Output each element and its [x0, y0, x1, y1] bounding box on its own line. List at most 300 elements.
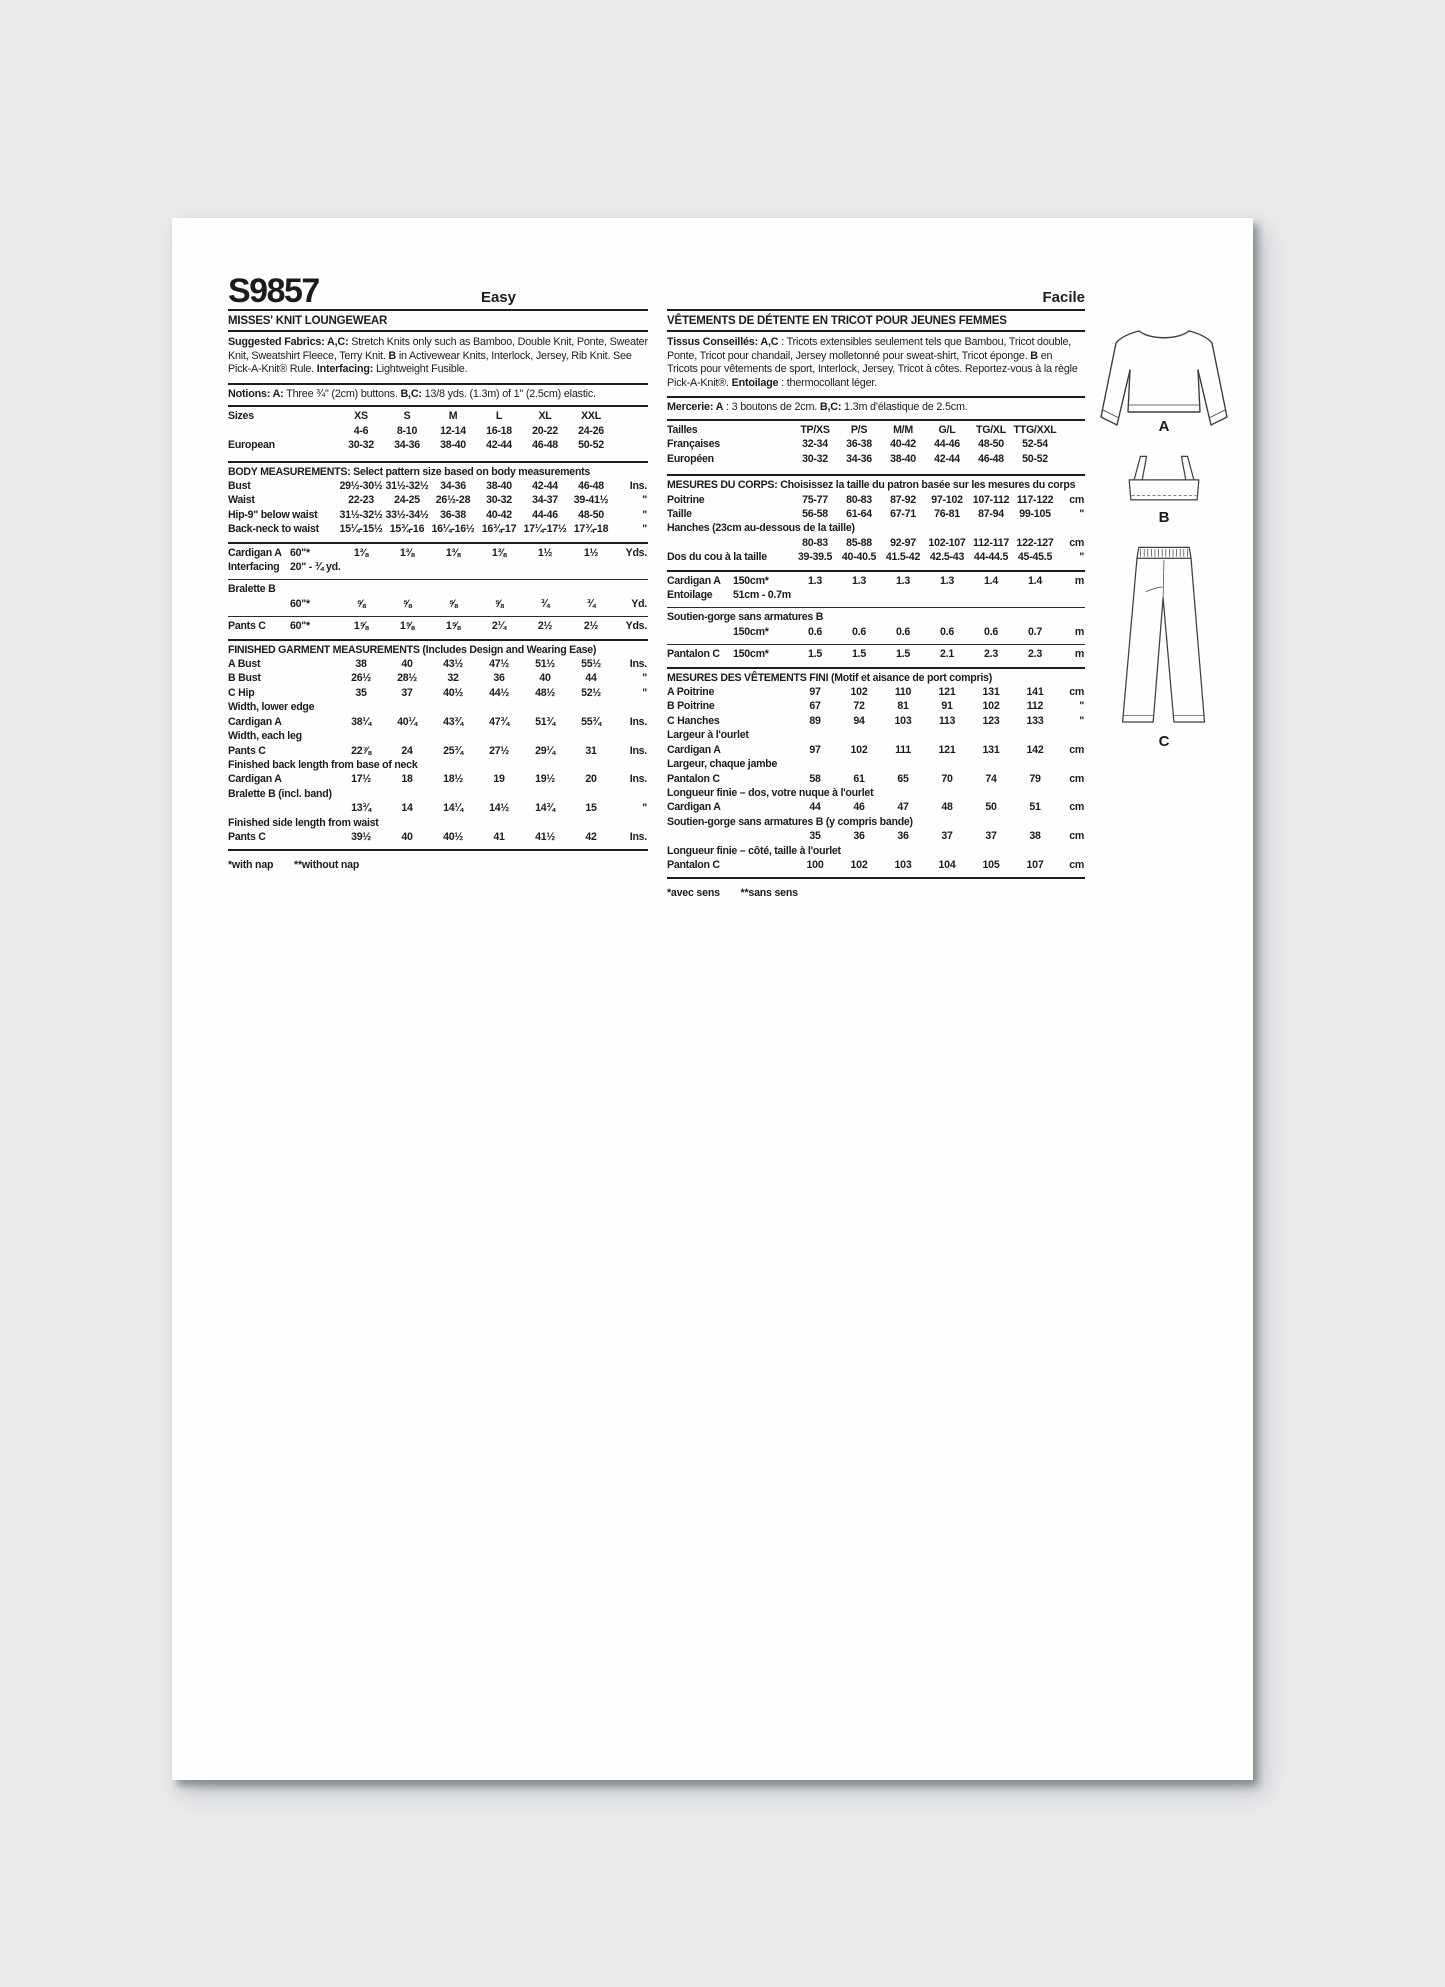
table-cell: 107-112 — [972, 493, 1010, 506]
bralette-b-illustration — [1103, 451, 1225, 507]
table-cell: 102 — [982, 700, 1000, 713]
table-cell: 1⅜ — [353, 546, 369, 559]
row-label: Sizes — [228, 410, 254, 423]
table-cell: 81 — [897, 700, 909, 713]
row-label: Tailles — [667, 423, 698, 436]
text-segment: : thermocollant léger. — [778, 376, 877, 389]
table-cell: Yds. — [625, 546, 647, 559]
table-cell: 42 — [585, 830, 597, 843]
table-cell: 75-77 — [802, 493, 828, 506]
table-cell: 150cm* — [733, 625, 769, 638]
table-row — [228, 597, 648, 611]
table-cell: Ins. — [629, 744, 647, 757]
table-cell: 58 — [809, 772, 821, 785]
table-cell: 34-37 — [532, 494, 558, 507]
row-label: C Hip — [228, 686, 255, 699]
row-label: Cardigan A — [667, 743, 721, 756]
table-cell: 50-52 — [1022, 452, 1048, 465]
table-cell: 52-54 — [1022, 438, 1048, 451]
table-cell: 26½-28 — [435, 494, 471, 507]
row-subheading: Hanches (23cm au-dessous de la taille) — [667, 522, 855, 535]
table-cell: 24-26 — [578, 424, 604, 437]
row-subheading: Longueur finie – côté, taille à l'ourlet — [667, 844, 841, 857]
table-cell: 22-23 — [348, 494, 374, 507]
table-cell: ¾ — [586, 597, 596, 610]
table-cell: 15¾-16 — [389, 523, 425, 536]
table-cell: 34-36 — [440, 480, 466, 492]
table-cell: M — [448, 410, 458, 423]
row-label: Cardigan A — [228, 546, 282, 559]
row-subheading: Finished side length from waist — [228, 816, 379, 829]
notions-line-fr — [667, 398, 1085, 421]
yardage-pants-table — [228, 616, 648, 638]
table-cell: 42-44 — [934, 452, 960, 465]
table-cell: 113 — [938, 714, 956, 727]
row-label: Pantalon C — [667, 648, 720, 661]
table-cell: 40-40.5 — [841, 551, 877, 564]
table-cell: 24 — [401, 744, 413, 757]
table-cell: cm — [1069, 493, 1084, 506]
table-cell: 47½ — [489, 658, 509, 671]
table-cell: cm — [1069, 536, 1084, 549]
row-label: Cardigan A — [667, 801, 721, 814]
yardage-pants-table-fr — [667, 644, 1085, 666]
table-cell: 46-48 — [578, 480, 604, 492]
table-cell: 102 — [850, 858, 868, 871]
table-cell: 51cm - 0.7m — [733, 589, 791, 602]
table-cell: 1.4 — [984, 574, 998, 587]
row-label: Pants C — [228, 744, 266, 757]
table-row — [667, 772, 1085, 786]
text-segment: B — [388, 349, 397, 362]
table-cell: 104 — [938, 858, 956, 871]
table-cell: cm — [1069, 743, 1084, 756]
table-cell: 25¾ — [443, 744, 463, 757]
table-cell: 44-44.5 — [973, 551, 1009, 564]
table-cell: 79 — [1029, 772, 1041, 785]
table-cell: ⅝ — [402, 597, 412, 610]
row-label: Pants C — [228, 830, 266, 843]
table-cell: 85-88 — [846, 536, 872, 549]
table-row — [228, 493, 648, 507]
table-cell: 1⅝ — [399, 620, 415, 633]
table-cell: 102 — [850, 686, 868, 699]
row-label: Pants C — [228, 620, 266, 633]
table-row — [667, 743, 1085, 757]
table-cell: 67 — [809, 700, 821, 713]
row-label — [228, 801, 338, 815]
table-cell: 1.3 — [940, 574, 954, 587]
table-row — [228, 546, 648, 560]
table-cell: 97 — [809, 686, 821, 699]
table-cell: 1.4 — [1028, 574, 1042, 587]
table-cell: 24-25 — [394, 494, 420, 507]
table-row — [228, 772, 648, 786]
table-cell: 80-83 — [846, 493, 872, 506]
table-cell: 38-40 — [890, 452, 916, 465]
table-cell: " — [642, 508, 647, 521]
table-cell: 45-45.5 — [1017, 551, 1053, 564]
table-cell: " — [1079, 508, 1084, 520]
table-cell: 30-32 — [486, 494, 512, 507]
french-column — [667, 264, 1085, 899]
table-row — [228, 715, 648, 729]
table-cell: 67-71 — [890, 508, 916, 520]
table-cell: 80-83 — [802, 536, 828, 549]
table-cell: 44 — [585, 672, 597, 685]
table-cell: 1⅜ — [399, 546, 415, 559]
table-cell: 133 — [1026, 714, 1044, 727]
table-cell: 44-46 — [532, 508, 558, 521]
row-subheading: Width, lower edge — [228, 701, 315, 714]
table-cell: 33½-34½ — [385, 508, 429, 521]
section-heading: MESURES DU CORPS: Choisissez la taille du patron basée sur les mesures du corps — [667, 479, 1076, 492]
table-cell: 20-22 — [532, 424, 558, 437]
table-cell: 16¾-17 — [481, 523, 517, 536]
table-cell: 38-40 — [440, 439, 466, 452]
table-cell: 16-18 — [486, 424, 512, 437]
table-cell: 47¾ — [489, 715, 509, 728]
table-row — [667, 493, 1085, 507]
row-label: Cardigan A — [228, 715, 282, 728]
section-heading: BODY MEASUREMENTS: Select pattern size based on body measurements — [228, 465, 591, 478]
table-cell: 65 — [897, 772, 909, 785]
table-cell: cm — [1069, 686, 1084, 699]
table-row — [228, 438, 648, 452]
table-cell: L — [495, 410, 503, 423]
table-cell: 0.7 — [1028, 625, 1042, 638]
table-cell: cm — [1069, 772, 1084, 785]
row-label: Bust — [228, 480, 251, 492]
table-cell: " — [642, 494, 647, 507]
row-subheading: Largeur à l'ourlet — [667, 729, 749, 742]
yardage-bralette-table-fr — [667, 607, 1085, 644]
yardage-bralette-table — [228, 579, 648, 616]
table-cell: 1⅜ — [445, 546, 461, 559]
table-cell: 50 — [985, 801, 997, 814]
table-cell: " — [642, 686, 647, 699]
table-cell: 92-97 — [890, 536, 916, 549]
table-cell: cm — [1069, 830, 1084, 843]
table-cell: 31 — [585, 744, 597, 757]
table-cell: 28½ — [397, 672, 417, 685]
table-cell: 117-122 — [1016, 493, 1054, 506]
table-cell: 1⅝ — [353, 620, 369, 633]
table-cell: 32 — [447, 672, 459, 685]
table-cell: 32-34 — [802, 438, 828, 451]
table-cell: 48 — [941, 801, 953, 814]
row-label: Dos du cou à la taille — [667, 551, 767, 564]
table-row — [667, 800, 1085, 814]
section-heading: MESURES DES VÊTEMENTS FINI (Motif et aisance de port compris) — [667, 671, 992, 684]
table-cell: 14 — [401, 802, 413, 815]
table-row — [667, 647, 1085, 661]
text-segment: Notions: A: — [228, 387, 284, 400]
table-cell: 72 — [853, 700, 865, 713]
english-column — [228, 264, 648, 871]
table-cell: 40¼ — [397, 715, 417, 728]
table-cell: 2½ — [537, 620, 553, 633]
table-cell: 91 — [941, 700, 953, 713]
table-cell: 2.3 — [1028, 648, 1042, 661]
table-cell: 35 — [809, 830, 821, 843]
table-cell: 20 — [585, 773, 597, 786]
table-cell: m — [1074, 625, 1084, 638]
table-cell: 121 — [938, 686, 956, 699]
header-row — [228, 264, 648, 311]
table-cell: 40 — [401, 830, 413, 843]
table-cell: 42-44 — [532, 480, 558, 492]
table-cell: 102-107 — [928, 536, 966, 549]
fabrics-paragraph-fr — [667, 332, 1085, 398]
table-cell: 31½-32½ — [339, 508, 383, 521]
table-cell: 60"* — [290, 620, 310, 633]
table-cell: 1½ — [583, 546, 599, 559]
table-cell: 40-42 — [486, 508, 512, 521]
table-cell: 17¾-18 — [573, 523, 609, 536]
footnote-with-nap: *with nap — [228, 859, 274, 872]
table-cell: 14½ — [489, 802, 509, 815]
table-cell: 46-48 — [978, 452, 1004, 465]
table-cell: 40½ — [443, 830, 463, 843]
finished-measurements-table-fr — [667, 667, 1085, 880]
table-cell: TG/XL — [976, 423, 1006, 436]
table-cell: 19½ — [535, 773, 555, 786]
table-cell: 14¼ — [443, 802, 463, 815]
table-cell: 1.5 — [896, 648, 910, 661]
table-cell: 36-38 — [846, 438, 872, 451]
table-cell: 99-105 — [1019, 508, 1051, 520]
table-cell: 18½ — [443, 773, 463, 786]
table-cell: 8-10 — [396, 424, 418, 437]
row-label: European — [228, 439, 275, 452]
row-label — [667, 536, 793, 550]
table-cell: 121 — [938, 743, 956, 756]
text-segment: Stretch Knits only such as Bamboo, Double Knit, Ponte, Sweater Knit, Sweatshirt Fleece, Terry Knit. — [228, 336, 648, 362]
row-label: B Poitrine — [667, 700, 715, 713]
table-cell: XXL — [581, 410, 601, 423]
table-cell: 94 — [853, 714, 865, 727]
row-label: Back-neck to waist — [228, 523, 319, 536]
table-row — [228, 479, 648, 493]
table-cell: 2¼ — [491, 620, 507, 633]
row-label: Pantalon C — [667, 772, 720, 785]
row-label: Hip-9" below waist — [228, 508, 318, 521]
table-cell: 51¾ — [535, 715, 555, 728]
table-cell: 36 — [493, 672, 505, 685]
table-cell: " — [642, 672, 647, 685]
table-cell: " — [642, 802, 647, 815]
table-row — [667, 625, 1085, 639]
footnote-sans-sens: **sans sens — [740, 887, 798, 900]
table-cell: 18 — [401, 773, 413, 786]
table-cell: 17¼-17½ — [523, 523, 567, 536]
table-cell: 2.1 — [940, 648, 954, 661]
table-cell: 37 — [401, 686, 413, 699]
table-cell: 70 — [941, 772, 953, 785]
row-subheading: Soutien-gorge sans armatures B — [667, 611, 824, 624]
row-label: Européen — [667, 452, 714, 465]
table-row — [228, 744, 648, 758]
table-row — [667, 699, 1085, 713]
row-label: Entoilage — [667, 589, 713, 602]
table-cell: 40 — [539, 672, 551, 685]
table-cell: 42.5-43 — [929, 551, 965, 564]
illustration-label-c: C — [1158, 733, 1170, 750]
table-cell: 19 — [493, 773, 505, 786]
table-cell: 1.5 — [852, 648, 866, 661]
table-row — [228, 671, 648, 685]
table-cell: 102 — [850, 743, 868, 756]
row-subheading: Soutien-gorge sans armatures B (y compris bande) — [667, 815, 913, 828]
text-segment: B,C: — [400, 387, 422, 400]
row-label: Poitrine — [667, 493, 705, 506]
table-cell: 74 — [985, 772, 997, 785]
yardage-cardigan-table — [228, 542, 648, 580]
table-cell: 31½-32½ — [385, 480, 429, 492]
row-subheading: Finished back length from base of neck — [228, 758, 418, 771]
table-cell: 42-44 — [486, 439, 512, 452]
text-segment: Entoilage — [731, 376, 779, 389]
table-row — [667, 574, 1085, 588]
text-segment: B,C: — [819, 401, 842, 414]
text-segment: en Tricots pour vêtements de sport, Interlock, Jersey, Tricot à côtes. Reportez-vous à la règle Pick-A-Knit®. — [667, 349, 1078, 389]
table-cell: 13¾ — [351, 802, 371, 815]
table-cell: XL — [538, 410, 552, 423]
table-row — [667, 507, 1085, 521]
table-cell: 105 — [982, 858, 1000, 871]
table-cell: 131 — [982, 743, 1000, 756]
table-cell: 27½ — [489, 744, 509, 757]
table-cell: 1.3 — [808, 574, 822, 587]
table-cell: " — [642, 523, 647, 536]
text-segment: Lightweight Fusible. — [373, 363, 468, 376]
body-measurements-table-fr — [667, 474, 1085, 569]
text-segment: 1.3m d'élastique de 2.5cm. — [841, 401, 968, 414]
table-row — [667, 550, 1085, 564]
table-cell: " — [1079, 714, 1084, 727]
illustration-label-b: B — [1158, 509, 1170, 526]
table-cell: 48-50 — [978, 438, 1004, 451]
finished-measurements-table — [228, 639, 648, 852]
table-cell: S — [403, 410, 411, 423]
table-cell: 38¼ — [351, 715, 371, 728]
table-cell: 141 — [1026, 686, 1044, 699]
table-cell: 43½ — [443, 658, 463, 671]
table-cell: 111 — [895, 743, 911, 756]
table-row — [228, 522, 648, 536]
row-label — [667, 625, 733, 639]
table-row — [667, 437, 1085, 451]
row-label — [228, 597, 290, 611]
table-cell: 142 — [1026, 743, 1044, 756]
table-cell: 39-39.5 — [797, 551, 833, 564]
row-label: Cardigan A — [667, 574, 721, 587]
table-cell: 76-81 — [934, 508, 960, 520]
header-row-fr — [667, 264, 1085, 311]
body-measurements-table — [228, 461, 648, 542]
table-cell: 0.6 — [940, 625, 954, 638]
table-cell: Ins. — [629, 480, 647, 492]
table-cell: 112-117 — [973, 536, 1009, 549]
sizes-table-fr — [667, 421, 1085, 474]
table-cell: 30-32 — [802, 452, 828, 465]
table-cell: 0.6 — [852, 625, 866, 638]
table-row — [667, 685, 1085, 699]
row-label: Pantalon C — [667, 858, 720, 871]
table-cell: 1.3 — [896, 574, 910, 587]
table-row — [667, 423, 1085, 437]
table-cell: 38-40 — [486, 480, 512, 492]
table-cell: 44-46 — [934, 438, 960, 451]
table-row — [228, 409, 648, 423]
table-cell: Ins. — [629, 715, 647, 728]
table-cell: 97-102 — [931, 493, 963, 506]
fabrics-paragraph — [228, 332, 648, 385]
table-cell: 17½ — [351, 773, 371, 786]
table-cell: m — [1074, 574, 1084, 587]
table-cell: 122-127 — [1016, 536, 1054, 549]
row-label: Françaises — [667, 438, 720, 451]
table-cell: 61-64 — [846, 508, 872, 520]
footnote-avec-sens: *avec sens — [667, 887, 720, 900]
table-cell: TP/XS — [800, 423, 830, 436]
table-cell: 34-36 — [846, 452, 872, 465]
table-cell: 1½ — [537, 546, 553, 559]
table-cell: 41.5-42 — [885, 551, 921, 564]
row-subheading: Largeur, chaque jambe — [667, 758, 778, 771]
table-cell: 40½ — [443, 686, 463, 699]
table-row — [667, 829, 1085, 843]
table-cell: 131 — [982, 686, 1000, 699]
illustration-label-a: A — [1158, 418, 1170, 435]
table-cell: 60"* — [290, 546, 310, 559]
table-row — [228, 619, 648, 633]
row-label: C Hanches — [667, 714, 720, 727]
table-cell: 46-48 — [532, 439, 558, 452]
table-cell: 46 — [853, 801, 865, 814]
table-cell: 2.3 — [984, 648, 998, 661]
table-cell: cm — [1069, 801, 1084, 814]
document-title: MISSES' KNIT LOUNGEWEAR — [228, 311, 648, 332]
table-cell: 36 — [853, 830, 865, 843]
text-segment: Suggested Fabrics: A,C: — [228, 336, 349, 348]
text-segment: in Activewear Knits, Interlock, Jersey, Rib Knit. See Pick-A-Knit® Rule. — [228, 349, 632, 376]
table-cell: 16¼-16½ — [431, 523, 475, 536]
table-cell: cm — [1069, 858, 1084, 871]
table-cell: Yds. — [625, 620, 647, 633]
row-subheading: Width, each leg — [228, 730, 302, 743]
text-segment: B — [1030, 349, 1038, 362]
table-cell: 47 — [897, 801, 909, 814]
table-cell: 26½ — [351, 672, 371, 685]
table-cell: 44½ — [489, 686, 509, 699]
table-cell: XS — [354, 410, 368, 423]
table-cell: 15¼-15½ — [339, 523, 383, 536]
section-heading: FINISHED GARMENT MEASUREMENTS (Includes Design and Wearing Ease) — [228, 643, 597, 656]
table-cell: 97 — [809, 743, 821, 756]
table-cell: Ins. — [629, 830, 647, 843]
table-cell: Ins. — [629, 773, 647, 786]
row-label: Cardigan A — [228, 773, 282, 786]
footnote-without-nap: **without nap — [294, 859, 360, 872]
garment-illustrations — [1094, 318, 1234, 766]
row-label — [667, 829, 793, 843]
table-cell: 40-42 — [890, 438, 916, 451]
table-cell: 87-92 — [890, 493, 916, 506]
table-row — [667, 536, 1085, 550]
pattern-envelope-back-sheet — [172, 218, 1253, 1780]
